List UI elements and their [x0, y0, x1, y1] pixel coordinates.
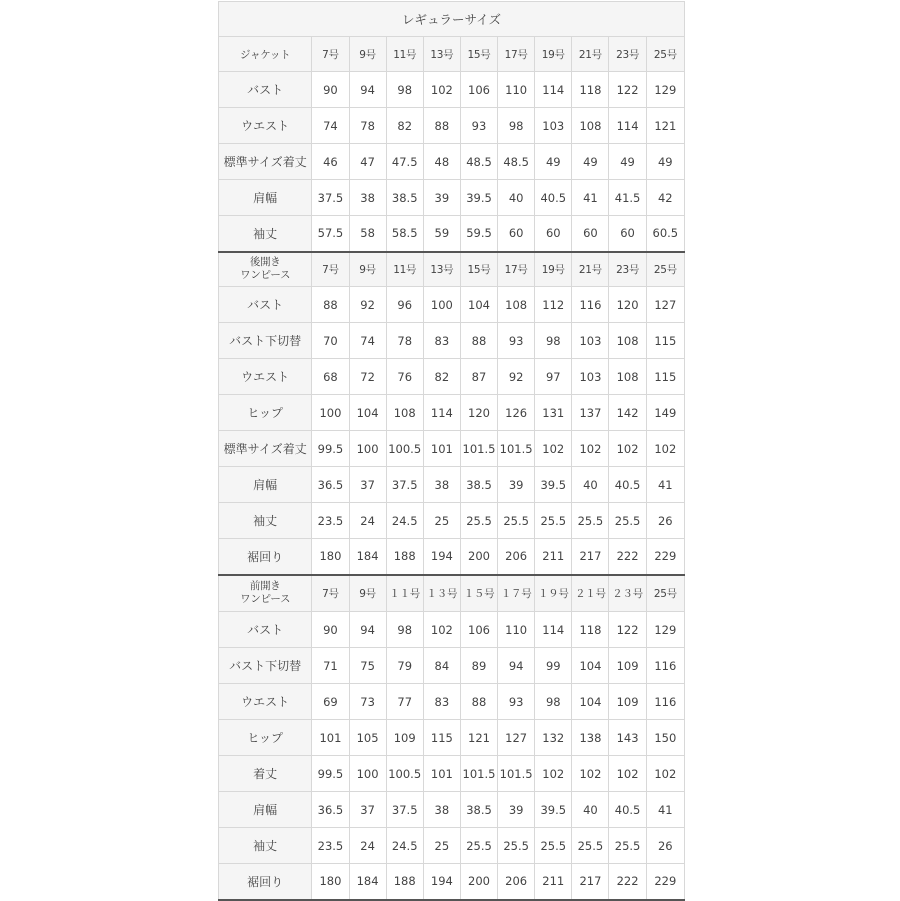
measurement-value: 60	[498, 216, 535, 252]
measurement-label: ヒップ	[219, 395, 312, 431]
measurement-value: 98	[535, 684, 572, 720]
measurement-row	[219, 503, 685, 539]
measurement-label: 肩幅	[219, 180, 312, 216]
measurement-row	[219, 72, 685, 108]
measurement-row	[219, 612, 685, 648]
measurement-value: 75	[349, 648, 386, 684]
measurement-value: 93	[498, 323, 535, 359]
measurement-value: 78	[386, 323, 423, 359]
measurement-value: 105	[349, 720, 386, 756]
measurement-value: 93	[498, 684, 535, 720]
measurement-value: 100	[349, 431, 386, 467]
measurement-value: 58	[349, 216, 386, 252]
measurement-value: 101.5	[498, 431, 535, 467]
measurement-value: 102	[423, 72, 460, 108]
measurement-value: 108	[609, 323, 646, 359]
measurement-value: 74	[349, 323, 386, 359]
measurement-value: 102	[646, 756, 684, 792]
measurement-value: 37.5	[386, 467, 423, 503]
measurement-value: 60	[535, 216, 572, 252]
measurement-value: 39.5	[535, 467, 572, 503]
size-header-cell: 17号	[498, 37, 535, 72]
measurement-value: 40	[498, 180, 535, 216]
measurement-value: 102	[572, 431, 609, 467]
measurement-label: 袖丈	[219, 828, 312, 864]
size-header-cell: 9号	[349, 37, 386, 72]
measurement-value: 92	[349, 287, 386, 323]
measurement-label: ヒップ	[219, 720, 312, 756]
measurement-row	[219, 359, 685, 395]
measurement-value: 70	[312, 323, 349, 359]
measurement-value: 106	[460, 72, 497, 108]
measurement-value: 120	[460, 395, 497, 431]
measurement-value: 120	[609, 287, 646, 323]
measurement-value: 149	[646, 395, 684, 431]
measurement-value: 217	[572, 864, 609, 900]
measurement-value: 59	[423, 216, 460, 252]
measurement-value: 40.5	[609, 792, 646, 828]
size-header-cell: 17号	[498, 252, 535, 287]
title-row	[219, 2, 685, 37]
size-header-cell: 19号	[535, 252, 572, 287]
measurement-value: 108	[386, 395, 423, 431]
size-header-cell: 25号	[646, 37, 684, 72]
measurement-value: 200	[460, 539, 497, 575]
size-header-cell: 15号	[460, 252, 497, 287]
measurement-value: 42	[646, 180, 684, 216]
measurement-value: 90	[312, 72, 349, 108]
measurement-value: 217	[572, 539, 609, 575]
measurement-row	[219, 216, 685, 252]
measurement-value: 37.5	[312, 180, 349, 216]
measurement-value: 60	[609, 216, 646, 252]
measurement-label: バスト下切替	[219, 648, 312, 684]
measurement-value: 24.5	[386, 503, 423, 539]
measurement-label: 肩幅	[219, 792, 312, 828]
measurement-value: 99	[535, 648, 572, 684]
size-header-cell: 23号	[609, 252, 646, 287]
measurement-row	[219, 180, 685, 216]
measurement-value: 94	[349, 612, 386, 648]
measurement-row	[219, 539, 685, 575]
measurement-value: 39	[498, 792, 535, 828]
measurement-value: 115	[423, 720, 460, 756]
section-name: 後開き ワンピース	[219, 252, 312, 287]
measurement-value: 69	[312, 684, 349, 720]
measurement-value: 36.5	[312, 467, 349, 503]
size-header-cell: 25号	[646, 575, 684, 612]
measurement-label: 着丈	[219, 756, 312, 792]
measurement-value: 98	[535, 323, 572, 359]
measurement-value: 77	[386, 684, 423, 720]
measurement-row	[219, 828, 685, 864]
measurement-value: 104	[572, 648, 609, 684]
measurement-value: 38	[423, 792, 460, 828]
measurement-value: 39.5	[460, 180, 497, 216]
measurement-value: 97	[535, 359, 572, 395]
section-name: 前開き ワンピース	[219, 575, 312, 612]
measurement-value: 102	[609, 756, 646, 792]
measurement-value: 46	[312, 144, 349, 180]
measurement-value: 115	[646, 323, 684, 359]
measurement-value: 49	[535, 144, 572, 180]
section-header-row	[219, 37, 685, 72]
size-header-cell: 21号	[572, 37, 609, 72]
measurement-value: 104	[572, 684, 609, 720]
measurement-value: 88	[312, 287, 349, 323]
measurement-row	[219, 395, 685, 431]
measurement-row	[219, 287, 685, 323]
measurement-value: 211	[535, 864, 572, 900]
measurement-label: 裾回り	[219, 539, 312, 575]
measurement-value: 26	[646, 828, 684, 864]
measurement-value: 59.5	[460, 216, 497, 252]
measurement-value: 118	[572, 612, 609, 648]
measurement-label: ウエスト	[219, 684, 312, 720]
measurement-value: 49	[646, 144, 684, 180]
measurement-value: 60.5	[646, 216, 684, 252]
measurement-value: 68	[312, 359, 349, 395]
measurement-value: 180	[312, 864, 349, 900]
measurement-value: 106	[460, 612, 497, 648]
size-header-cell: 21号	[572, 252, 609, 287]
measurement-value: 200	[460, 864, 497, 900]
measurement-value: 88	[460, 684, 497, 720]
measurement-value: 188	[386, 864, 423, 900]
measurement-value: 25.5	[572, 828, 609, 864]
measurement-value: 102	[646, 431, 684, 467]
size-header-cell: 11号	[386, 252, 423, 287]
measurement-value: 37.5	[386, 792, 423, 828]
measurement-value: 90	[312, 612, 349, 648]
measurement-value: 38.5	[386, 180, 423, 216]
measurement-value: 194	[423, 864, 460, 900]
measurement-label: 標準サイズ着丈	[219, 144, 312, 180]
measurement-value: 102	[535, 756, 572, 792]
size-header-cell: 11号	[386, 37, 423, 72]
size-header-cell: 13号	[423, 252, 460, 287]
measurement-value: 24	[349, 503, 386, 539]
measurement-value: 138	[572, 720, 609, 756]
measurement-value: 114	[423, 395, 460, 431]
measurement-value: 206	[498, 539, 535, 575]
measurement-value: 89	[460, 648, 497, 684]
measurement-value: 25.5	[572, 503, 609, 539]
size-header-cell: １９号	[535, 575, 572, 612]
size-header-cell: 25号	[646, 252, 684, 287]
measurement-value: 184	[349, 539, 386, 575]
measurement-value: 127	[646, 287, 684, 323]
measurement-value: 36.5	[312, 792, 349, 828]
measurement-row	[219, 864, 685, 900]
measurement-value: 194	[423, 539, 460, 575]
measurement-value: 78	[349, 108, 386, 144]
measurement-value: 40.5	[609, 467, 646, 503]
measurement-value: 98	[386, 72, 423, 108]
measurement-value: 73	[349, 684, 386, 720]
measurement-value: 39.5	[535, 792, 572, 828]
measurement-value: 103	[535, 108, 572, 144]
measurement-label: バスト	[219, 72, 312, 108]
measurement-value: 99.5	[312, 756, 349, 792]
measurement-value: 25	[423, 503, 460, 539]
measurement-value: 39	[423, 180, 460, 216]
measurement-value: 104	[460, 287, 497, 323]
measurement-value: 100.5	[386, 756, 423, 792]
measurement-value: 102	[609, 431, 646, 467]
measurement-value: 74	[312, 108, 349, 144]
size-header-cell: 13号	[423, 37, 460, 72]
measurement-value: 39	[498, 467, 535, 503]
measurement-value: 100	[312, 395, 349, 431]
measurement-value: 38	[349, 180, 386, 216]
measurement-value: 83	[423, 323, 460, 359]
measurement-value: 109	[386, 720, 423, 756]
measurement-value: 37	[349, 792, 386, 828]
size-header-cell: １１号	[386, 575, 423, 612]
measurement-value: 41	[646, 467, 684, 503]
measurement-row	[219, 467, 685, 503]
measurement-value: 132	[535, 720, 572, 756]
size-header-cell: 9号	[349, 575, 386, 612]
section-header-row	[219, 575, 685, 612]
measurement-row	[219, 108, 685, 144]
section-name: ジャケット	[219, 37, 312, 72]
measurement-value: 99.5	[312, 431, 349, 467]
measurement-value: 93	[460, 108, 497, 144]
measurement-row	[219, 684, 685, 720]
measurement-value: 129	[646, 612, 684, 648]
measurement-value: 41	[572, 180, 609, 216]
measurement-row	[219, 756, 685, 792]
measurement-label: バスト	[219, 612, 312, 648]
measurement-value: 102	[535, 431, 572, 467]
measurement-value: 142	[609, 395, 646, 431]
measurement-value: 26	[646, 503, 684, 539]
measurement-value: 24	[349, 828, 386, 864]
size-header-cell: 7号	[312, 37, 349, 72]
measurement-value: 60	[572, 216, 609, 252]
measurement-value: 82	[423, 359, 460, 395]
size-header-cell: ２１号	[572, 575, 609, 612]
measurement-value: 121	[646, 108, 684, 144]
measurement-value: 25	[423, 828, 460, 864]
measurement-row	[219, 144, 685, 180]
measurement-value: 114	[535, 72, 572, 108]
measurement-value: 116	[646, 684, 684, 720]
measurement-label: 肩幅	[219, 467, 312, 503]
measurement-label: ウエスト	[219, 108, 312, 144]
measurement-value: 40	[572, 792, 609, 828]
size-header-cell: 7号	[312, 575, 349, 612]
measurement-value: 23.5	[312, 503, 349, 539]
measurement-value: 40	[572, 467, 609, 503]
measurement-value: 188	[386, 539, 423, 575]
measurement-value: 98	[498, 108, 535, 144]
measurement-value: 83	[423, 684, 460, 720]
measurement-value: 229	[646, 864, 684, 900]
measurement-value: 79	[386, 648, 423, 684]
measurement-value: 98	[386, 612, 423, 648]
measurement-value: 47	[349, 144, 386, 180]
measurement-value: 49	[609, 144, 646, 180]
size-header-cell: ２３号	[609, 575, 646, 612]
measurement-value: 88	[423, 108, 460, 144]
measurement-value: 41.5	[609, 180, 646, 216]
measurement-value: 40.5	[535, 180, 572, 216]
measurement-value: 38.5	[460, 792, 497, 828]
size-chart-table	[218, 1, 685, 901]
measurement-value: 48	[423, 144, 460, 180]
measurement-value: 25.5	[609, 503, 646, 539]
measurement-value: 222	[609, 539, 646, 575]
measurement-value: 87	[460, 359, 497, 395]
size-header-cell: １７号	[498, 575, 535, 612]
measurement-label: 裾回り	[219, 864, 312, 900]
size-header-cell: １５号	[460, 575, 497, 612]
size-header-cell: 7号	[312, 252, 349, 287]
measurement-row	[219, 648, 685, 684]
measurement-value: 48.5	[498, 144, 535, 180]
measurement-value: 150	[646, 720, 684, 756]
measurement-value: 72	[349, 359, 386, 395]
measurement-value: 57.5	[312, 216, 349, 252]
size-header-cell: 15号	[460, 37, 497, 72]
measurement-value: 114	[609, 108, 646, 144]
measurement-value: 101	[423, 431, 460, 467]
measurement-value: 71	[312, 648, 349, 684]
size-header-cell: 9号	[349, 252, 386, 287]
measurement-value: 100	[349, 756, 386, 792]
measurement-value: 102	[423, 612, 460, 648]
measurement-value: 88	[460, 323, 497, 359]
measurement-value: 37	[349, 467, 386, 503]
measurement-value: 108	[572, 108, 609, 144]
measurement-value: 41	[646, 792, 684, 828]
measurement-value: 23.5	[312, 828, 349, 864]
measurement-value: 25.5	[498, 828, 535, 864]
measurement-value: 116	[646, 648, 684, 684]
measurement-value: 109	[609, 684, 646, 720]
measurement-value: 84	[423, 648, 460, 684]
size-chart-body	[219, 2, 685, 900]
measurement-row	[219, 431, 685, 467]
measurement-value: 58.5	[386, 216, 423, 252]
measurement-value: 49	[572, 144, 609, 180]
section-header-row	[219, 252, 685, 287]
measurement-value: 100.5	[386, 431, 423, 467]
measurement-value: 94	[498, 648, 535, 684]
measurement-value: 121	[460, 720, 497, 756]
measurement-value: 184	[349, 864, 386, 900]
measurement-value: 122	[609, 612, 646, 648]
measurement-value: 126	[498, 395, 535, 431]
measurement-value: 25.5	[460, 828, 497, 864]
measurement-value: 110	[498, 612, 535, 648]
measurement-value: 82	[386, 108, 423, 144]
measurement-value: 102	[572, 756, 609, 792]
measurement-value: 94	[349, 72, 386, 108]
measurement-value: 92	[498, 359, 535, 395]
measurement-value: 114	[535, 612, 572, 648]
measurement-value: 143	[609, 720, 646, 756]
measurement-value: 38.5	[460, 467, 497, 503]
measurement-value: 115	[646, 359, 684, 395]
measurement-value: 137	[572, 395, 609, 431]
measurement-value: 122	[609, 72, 646, 108]
measurement-value: 25.5	[535, 828, 572, 864]
measurement-value: 104	[349, 395, 386, 431]
measurement-value: 96	[386, 287, 423, 323]
measurement-value: 76	[386, 359, 423, 395]
measurement-value: 103	[572, 359, 609, 395]
measurement-value: 131	[535, 395, 572, 431]
measurement-value: 211	[535, 539, 572, 575]
measurement-value: 25.5	[460, 503, 497, 539]
measurement-value: 108	[609, 359, 646, 395]
measurement-value: 112	[535, 287, 572, 323]
size-header-cell: 19号	[535, 37, 572, 72]
measurement-value: 222	[609, 864, 646, 900]
measurement-value: 25.5	[535, 503, 572, 539]
measurement-value: 100	[423, 287, 460, 323]
measurement-label: ウエスト	[219, 359, 312, 395]
measurement-value: 25.5	[609, 828, 646, 864]
measurement-value: 118	[572, 72, 609, 108]
measurement-value: 109	[609, 648, 646, 684]
measurement-value: 103	[572, 323, 609, 359]
measurement-value: 101	[312, 720, 349, 756]
measurement-value: 108	[498, 287, 535, 323]
measurement-label: バスト	[219, 287, 312, 323]
measurement-value: 48.5	[460, 144, 497, 180]
measurement-label: バスト下切替	[219, 323, 312, 359]
size-header-cell: 23号	[609, 37, 646, 72]
chart-title: レギュラーサイズ	[219, 2, 685, 37]
measurement-value: 229	[646, 539, 684, 575]
measurement-label: 袖丈	[219, 216, 312, 252]
measurement-row	[219, 792, 685, 828]
measurement-value: 206	[498, 864, 535, 900]
measurement-value: 180	[312, 539, 349, 575]
measurement-label: 標準サイズ着丈	[219, 431, 312, 467]
measurement-value: 25.5	[498, 503, 535, 539]
measurement-row	[219, 323, 685, 359]
measurement-row	[219, 720, 685, 756]
measurement-label: 袖丈	[219, 503, 312, 539]
measurement-value: 38	[423, 467, 460, 503]
measurement-value: 129	[646, 72, 684, 108]
measurement-value: 116	[572, 287, 609, 323]
size-header-cell: １３号	[423, 575, 460, 612]
measurement-value: 101	[423, 756, 460, 792]
measurement-value: 101.5	[498, 756, 535, 792]
measurement-value: 101.5	[460, 756, 497, 792]
measurement-value: 101.5	[460, 431, 497, 467]
measurement-value: 110	[498, 72, 535, 108]
measurement-value: 24.5	[386, 828, 423, 864]
measurement-value: 47.5	[386, 144, 423, 180]
measurement-value: 127	[498, 720, 535, 756]
